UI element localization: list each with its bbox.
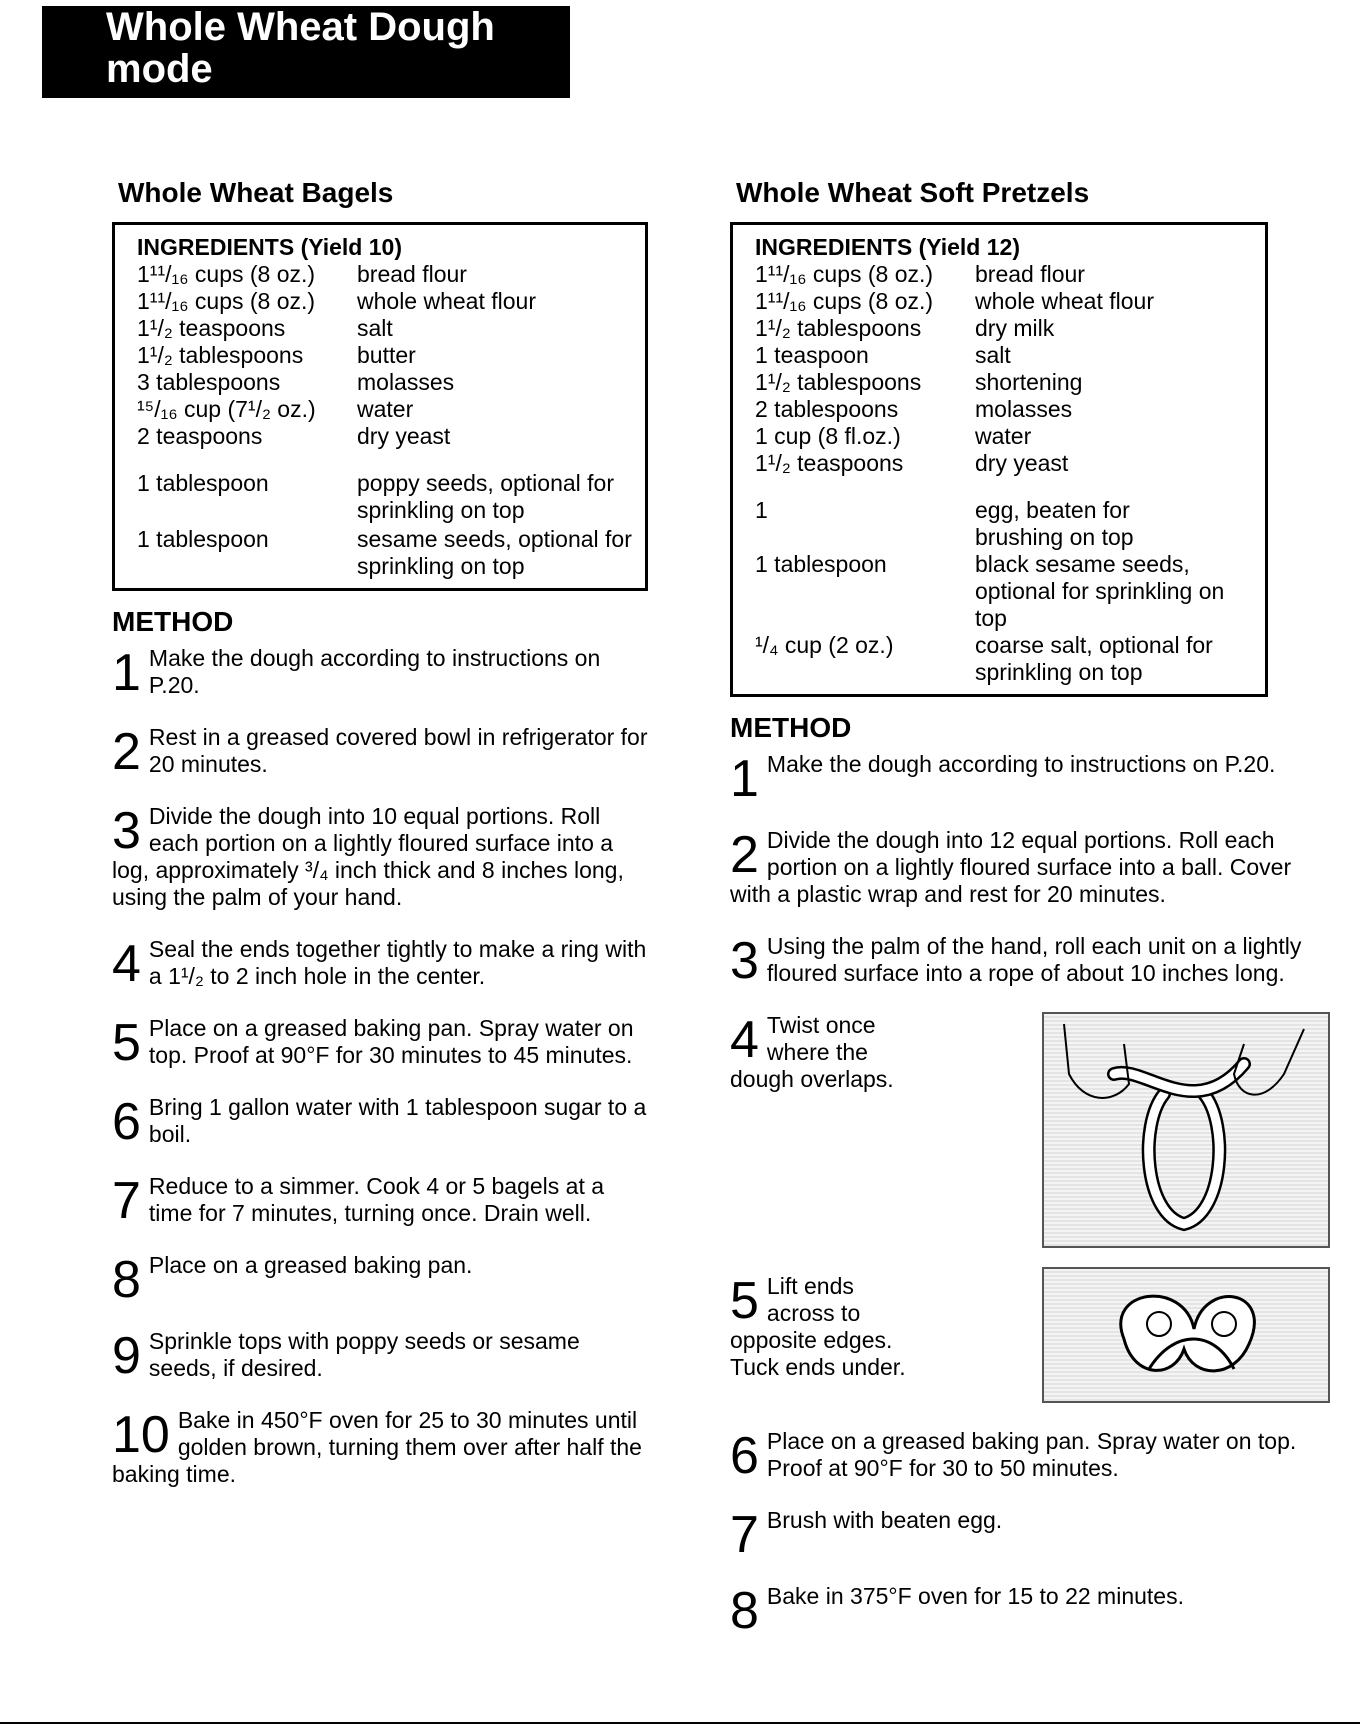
bagels-step-4 (112, 935, 652, 993)
ingredient-row (755, 632, 1265, 686)
bagels-step-2 (112, 723, 652, 781)
bagels-step-6 (112, 1093, 652, 1151)
ingredient-qty: 1 tablespoon (755, 551, 887, 577)
ingredient-item: molasses (357, 369, 455, 395)
step-number: 1 (112, 644, 141, 702)
pretzels-step-4 (730, 1012, 1330, 1248)
ingredient-item: dry yeast (357, 423, 451, 449)
ingredient-row (137, 470, 645, 524)
ingredient-row (137, 423, 645, 450)
ingredient-qty: 2 tablespoons (755, 396, 899, 422)
step-text: Lift ends across to opposite edges. Tuck ends under. (730, 1273, 906, 1380)
ingredient-row (137, 396, 645, 423)
ingredient-item: water (975, 423, 1032, 449)
ingredient-qty: 3 tablespoons (137, 369, 281, 395)
pretzels-recipe (730, 176, 1330, 1659)
pretzel-illustration (1042, 1267, 1330, 1403)
ingredient-row (755, 342, 1265, 369)
step-number: 6 (112, 1093, 141, 1151)
bagels-step-1 (112, 644, 652, 702)
ingredient-row (755, 423, 1265, 450)
step-text: Bake in 375°F oven for 15 to 22 minutes. (766, 1583, 1184, 1609)
step-number: 8 (112, 1251, 141, 1309)
ingredient-row (137, 342, 645, 369)
step-number: 5 (112, 1014, 141, 1072)
ingredient-qty: 1 (755, 497, 768, 523)
bagels-method-heading: METHOD (112, 606, 234, 637)
ingredient-item: water (357, 396, 414, 422)
ingredient-qty: ¹⁵/₁₆ cup (7¹/₂ oz.) (137, 396, 316, 422)
banner-title (106, 6, 546, 90)
ingredient-item: butter (357, 342, 416, 368)
step-number: 2 (112, 723, 141, 781)
ingredient-qty: 1 tablespoon (137, 470, 269, 496)
ingredient-item: bread flour (975, 261, 1085, 287)
step-number: 6 (730, 1427, 759, 1485)
twist-illustration (1042, 1012, 1330, 1248)
ingredient-qty: 1¹/₂ tablespoons (755, 315, 922, 341)
ingredient-qty: 1¹¹/₁₆ cups (8 oz.) (137, 261, 316, 287)
bagels-step-7 (112, 1172, 652, 1230)
ingredient-row (755, 315, 1265, 342)
ingredient-qty: 1 tablespoon (137, 526, 269, 552)
bagels-step-10 (112, 1407, 652, 1488)
step-number: 3 (730, 932, 759, 990)
ingredient-row (755, 261, 1265, 288)
ingredient-item: whole wheat flour (357, 288, 536, 314)
step-text: Bake in 450°F oven for 25 to 30 minutes until golden brown, turning them over after half the baking time. (112, 1407, 642, 1487)
step-number: 10 (112, 1406, 170, 1464)
step-text: Make the dough according to instructions on P.20. (766, 751, 1276, 777)
ingredient-qty: 1¹/₂ tablespoons (137, 342, 304, 368)
pretzels-title: Whole Wheat Soft Pretzels (736, 177, 1090, 208)
ingredient-qty: 1¹¹/₁₆ cups (8 oz.) (137, 288, 316, 314)
step-number: 1 (730, 750, 759, 808)
ingredient-item: whole wheat flour (975, 288, 1154, 314)
pretzels-step-5 (730, 1267, 1330, 1403)
step-text: Place on a greased baking pan. Spray water on top. Proof at 90°F for 30 minutes to 45 minutes. (148, 1015, 634, 1068)
ingredient-qty: 1 teaspoon (755, 342, 869, 368)
ingredient-row (137, 526, 645, 580)
ingredient-qty: 2 teaspoons (137, 423, 263, 449)
step-text: Using the palm of the hand, roll each unit on a lightly floured surface into a rope of about 10 inches long. (766, 933, 1302, 986)
step-text: Brush with beaten egg. (766, 1507, 1003, 1533)
ingredient-item: dry milk (975, 315, 1055, 341)
step-text: Place on a greased baking pan. Spray water on top. Proof at 90°F for 30 to 50 minutes. (766, 1428, 1297, 1481)
ingredient-row (755, 288, 1265, 315)
step-text: Seal the ends together tightly to make a ring with a 1¹/₂ to 2 inch hole in the center. (148, 936, 647, 989)
step-text: Reduce to a simmer. Cook 4 or 5 bagels at a time for 7 minutes, turning once. Drain well. (148, 1173, 605, 1226)
bagels-ingredients-heading: INGREDIENTS (Yield 10) (137, 234, 402, 260)
ingredient-qty: 1¹/₂ teaspoons (755, 450, 904, 476)
step-number: 2 (730, 826, 759, 884)
pretzels-step-7 (730, 1506, 1330, 1564)
bagels-ingredients-box (112, 222, 648, 591)
ingredient-item: sesame seeds, optional for sprinkling on top (357, 526, 632, 579)
pretzels-step-2 (730, 827, 1330, 908)
ingredient-item: egg, beaten for brushing on top (975, 497, 1134, 550)
ingredient-row (755, 450, 1265, 477)
mode-banner (42, 6, 570, 98)
ingredient-qty: 1 cup (8 fl.oz.) (755, 423, 901, 449)
pretzels-ingredients-heading: INGREDIENTS (Yield 12) (755, 234, 1020, 260)
pretzels-step-8 (730, 1582, 1330, 1640)
ingredient-row (137, 288, 645, 315)
step-text: Rest in a greased covered bowl in refrigerator for 20 minutes. (148, 724, 648, 777)
bagels-recipe (112, 176, 652, 1513)
ingredient-row (755, 551, 1265, 632)
ingredient-item: coarse salt, optional for sprinkling on top (975, 632, 1213, 685)
banner-title-line2: mode (106, 47, 213, 91)
ingredient-qty: 1¹¹/₁₆ cups (8 oz.) (755, 288, 934, 314)
step-number: 8 (730, 1582, 759, 1640)
step-text: Make the dough according to instructions on P.20. (148, 645, 601, 698)
pretzels-method-heading: METHOD (730, 712, 852, 743)
banner-title-line1: Whole Wheat Dough (106, 5, 495, 49)
ingredient-qty: 1¹/₂ teaspoons (137, 315, 286, 341)
step-number: 7 (730, 1506, 759, 1564)
step-number: 5 (730, 1272, 759, 1330)
step-number: 4 (112, 935, 141, 993)
pretzels-step-6 (730, 1427, 1330, 1485)
bagels-step-8 (112, 1251, 652, 1309)
ingredient-row (755, 396, 1265, 423)
pretzels-ingredients-box (730, 222, 1268, 697)
step-text: Place on a greased baking pan. (148, 1252, 473, 1278)
step-text: Sprinkle tops with poppy seeds or sesame seeds, if desired. (148, 1328, 580, 1381)
bagels-step-3 (112, 803, 652, 911)
pretzels-step-1 (730, 750, 1330, 808)
pretzels-step-3 (730, 932, 1330, 990)
ingredient-item: molasses (975, 396, 1073, 422)
ingredient-row (137, 315, 645, 342)
ingredient-item: salt (357, 315, 393, 341)
page-bottom-rule (0, 1722, 1360, 1724)
ingredient-qty: 1¹/₂ tablespoons (755, 369, 922, 395)
bagels-step-9 (112, 1327, 652, 1385)
ingredient-row (755, 369, 1265, 396)
ingredient-row (137, 369, 645, 396)
step-text: Divide the dough into 12 equal portions. Roll each portion on a lightly floured surface into a ball. Cover with a plastic wrap and rest for 20 minutes. (730, 827, 1292, 907)
step-text: Bring 1 gallon water with 1 tablespoon sugar to a boil. (148, 1094, 647, 1147)
ingredient-qty: 1¹¹/₁₆ cups (8 oz.) (755, 261, 934, 287)
ingredient-row (137, 261, 645, 288)
step-text: Divide the dough into 10 equal portions. Roll each portion on a lightly floured surface into a log, approximately ³/₄ inch thick and 8 inches long, using the palm of your hand. (112, 803, 624, 910)
ingredient-item: dry yeast (975, 450, 1069, 476)
step-number: 7 (112, 1172, 141, 1230)
ingredient-item: shortening (975, 369, 1083, 395)
step-number: 3 (112, 802, 141, 860)
ingredient-qty: ¹/₄ cup (2 oz.) (755, 632, 894, 658)
bagels-title: Whole Wheat Bagels (118, 177, 394, 208)
step-number: 9 (112, 1327, 141, 1385)
step-text: Twist once where the dough overlaps. (730, 1012, 894, 1092)
ingredient-item: bread flour (357, 261, 467, 287)
ingredient-item: salt (975, 342, 1011, 368)
ingredient-item: black sesame seeds, optional for sprinkling on top (975, 551, 1225, 631)
ingredient-item: poppy seeds, optional for sprinkling on top (357, 470, 615, 523)
step-number: 4 (730, 1011, 759, 1069)
bagels-step-5 (112, 1014, 652, 1072)
ingredient-row (755, 497, 1265, 551)
